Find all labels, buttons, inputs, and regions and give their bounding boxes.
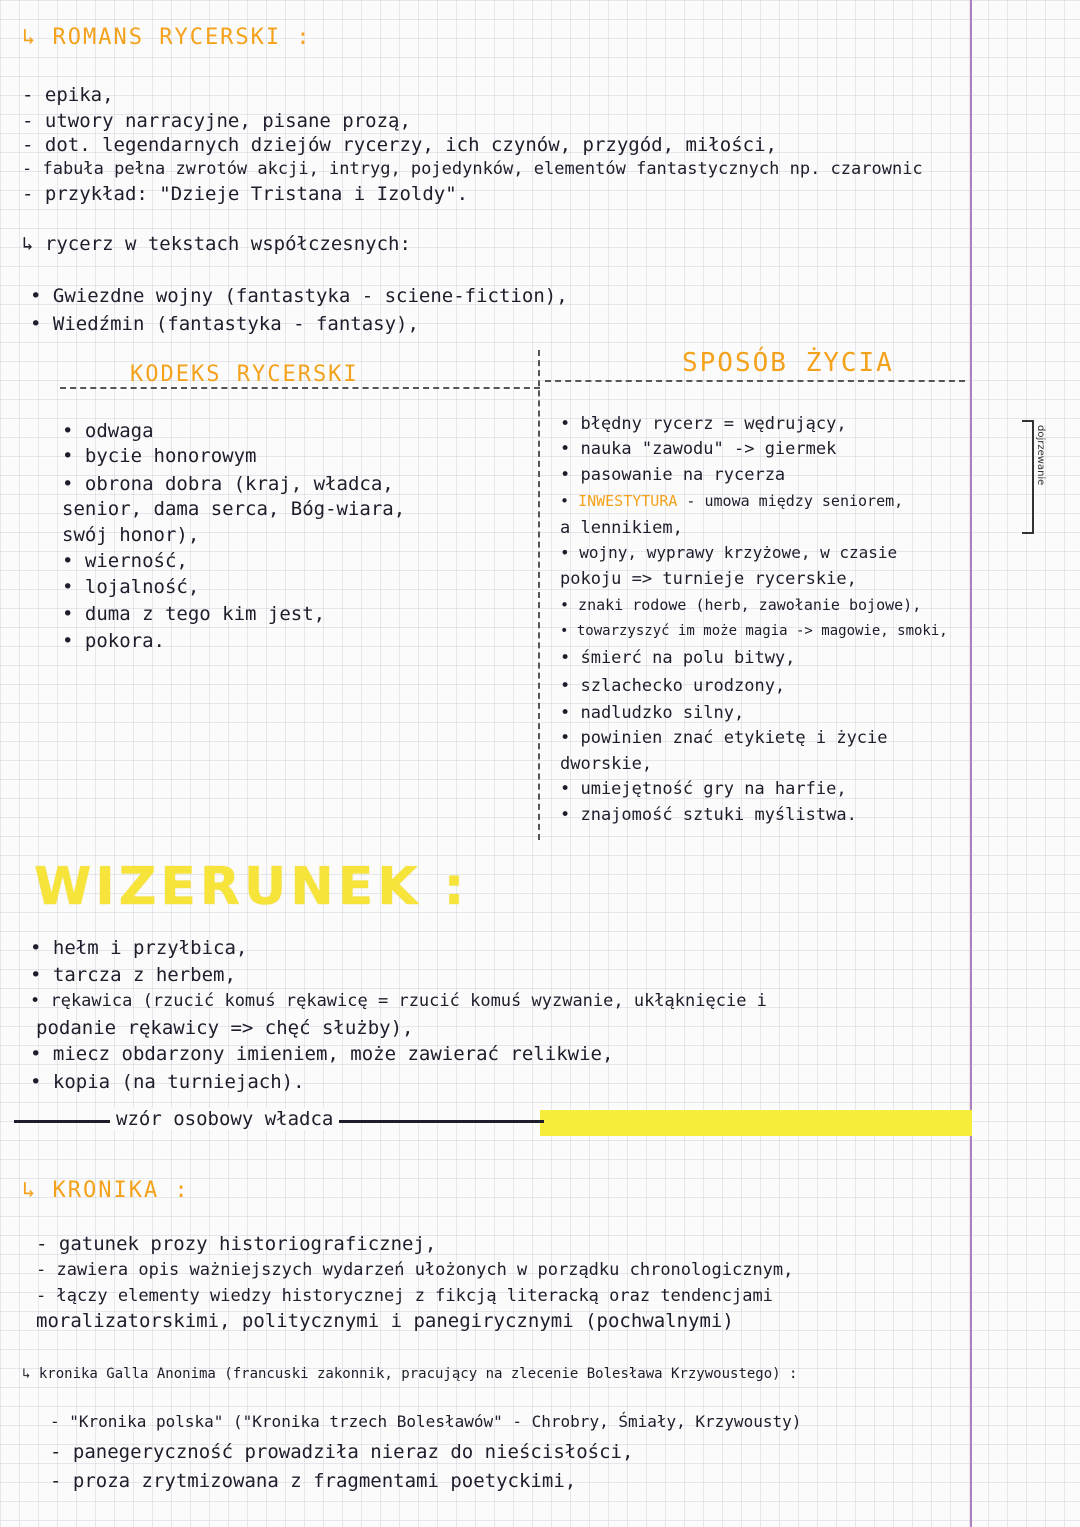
page-margin-line xyxy=(970,0,972,1527)
romans-heading: ↳ ROMANS RYCERSKI : xyxy=(22,25,312,50)
kodeks-item: • bycie honorowym xyxy=(62,445,257,467)
romans-line: - przykład: "Dzieje Tristana i Izoldy". xyxy=(22,183,469,205)
sposob-item: • nauka "zawodu" -> giermek xyxy=(560,439,837,459)
kronika-line: - łączy elementy wiedzy historycznej z fikcją literacką oraz tendencjami xyxy=(36,1286,773,1306)
sposob-item: • znajomość sztuki myślistwa. xyxy=(560,805,857,825)
kodeks-item: • duma z tego kim jest, xyxy=(62,603,326,625)
wizerunek-item: • kopia (na turniejach). xyxy=(30,1071,305,1093)
kronika-heading xyxy=(22,1180,190,1202)
wizerunek-item: • miecz obdarzony imieniem, może zawierać relikwie, xyxy=(30,1043,614,1065)
sposob-item: • błędny rycerz = wędrujący, xyxy=(560,414,847,434)
wizerunek-item: • rękawica (rzucić komuś rękawicę = rzucić komuś wyzwanie, ukłąknięcie i xyxy=(30,991,767,1011)
sposob-item: a lennikiem, xyxy=(560,518,683,538)
sposob-item: • pasowanie na rycerza xyxy=(560,465,786,485)
wizerunek-item: • tarcza z herbem, xyxy=(30,964,236,986)
sposob-heading: SPOSÓB ŻYCIA xyxy=(682,348,894,378)
gall-line: - "Kronika polska" ("Kronika trzech Bolesławów" - Chrobry, Śmiały, Krzywousty) xyxy=(50,1412,802,1431)
modern-item: • Wiedźmin (fantastyka - fantasy), xyxy=(30,313,419,335)
kodeks-item: • lojalność, xyxy=(62,576,200,598)
sposob-item: • nadludzko silny, xyxy=(560,703,745,723)
wizerunek-item: • hełm i przyłbica, xyxy=(30,937,248,959)
romans-line: - fabuła pełna zwrotów akcji, intryg, pojedynków, elementów fantastycznych np. czarownic xyxy=(22,159,923,179)
wizerunek-heading: WIZERUNEK : xyxy=(34,857,469,917)
kodeks-item: senior, dama serca, Bóg-wiara, xyxy=(62,498,406,520)
kronika-line: - zawiera opis ważniejszych wydarzeń ułożonych w porządku chronologicznym, xyxy=(36,1260,794,1280)
kronika-line: moralizatorskimi, politycznymi i panegirycznymi (pochwalnymi) xyxy=(36,1310,734,1332)
modern-item: • Gwiezdne wojny (fantastyka - sciene-fiction), xyxy=(30,285,568,307)
wzor-text: wzór osobowy władca xyxy=(110,1108,339,1130)
column-divider xyxy=(538,350,540,840)
sposob-item: • śmierć na polu bitwy, xyxy=(560,648,796,668)
sposob-item: • wojny, wyprawy krzyżowe, w czasie xyxy=(560,543,898,562)
kodeks-item: • wierność, xyxy=(62,550,188,572)
kodeks-item: • pokora. xyxy=(62,630,165,652)
divider-right xyxy=(545,380,965,382)
sposob-item: • znaki rodowe (herb, zawołanie bojowe), xyxy=(560,596,922,614)
gall-heading: ↳ kronika Galla Anonima (francuski zakonnik, pracujący na zlecenie Bolesława Krzywoustego) : xyxy=(22,1366,798,1382)
divider-left xyxy=(60,387,540,389)
kronika-heading-text: ↳ KRONIKA : xyxy=(22,1178,190,1203)
sposob-item: dworskie, xyxy=(560,754,653,774)
gall-line: - panegeryczność prowadziła nieraz do nieścisłości, xyxy=(50,1441,634,1463)
kodeks-item: • obrona dobra (kraj, władca, xyxy=(62,473,394,495)
gall-line: - proza zrytmizowana z fragmentami poetyckimi, xyxy=(50,1470,577,1492)
sposob-item: pokoju => turnieje rycerskie, xyxy=(560,569,857,589)
inwestytura-word: INWESTYTURA xyxy=(578,492,678,510)
wizerunek-item: podanie rękawicy => chęć służby), xyxy=(36,1017,414,1039)
modern-heading: ↳ rycerz w tekstach współczesnych: xyxy=(22,233,411,255)
sposob-item: • powinien znać etykietę i życie xyxy=(560,728,888,748)
kodeks-item: • odwaga xyxy=(62,420,154,442)
romans-line: - utwory narracyjne, pisane prozą, xyxy=(22,110,411,132)
side-bracket xyxy=(1022,420,1034,534)
sposob-item: • umiejętność gry na harfie, xyxy=(560,779,847,799)
sposob-item-inwestytura xyxy=(560,490,903,512)
romans-line: - epika, xyxy=(22,84,114,106)
sposob-item-text: • INWESTYTURA - umowa między seniorem, xyxy=(560,492,904,510)
kronika-line: - gatunek prozy historiograficznej, xyxy=(36,1233,437,1255)
sposob-item: • szlachecko urodzony, xyxy=(560,676,786,696)
kodeks-heading: KODEKS RYCERSKI xyxy=(130,362,359,387)
romans-line: - dot. legendarnych dziejów rycerzy, ich czynów, przygód, miłości, xyxy=(22,134,777,156)
sposob-item: • towarzyszyć im może magia -> magowie, smoki, xyxy=(560,623,948,639)
highlight-bar xyxy=(540,1110,972,1136)
kodeks-item: swój honor), xyxy=(62,524,200,546)
side-note: dojrzewanie xyxy=(1035,425,1046,486)
